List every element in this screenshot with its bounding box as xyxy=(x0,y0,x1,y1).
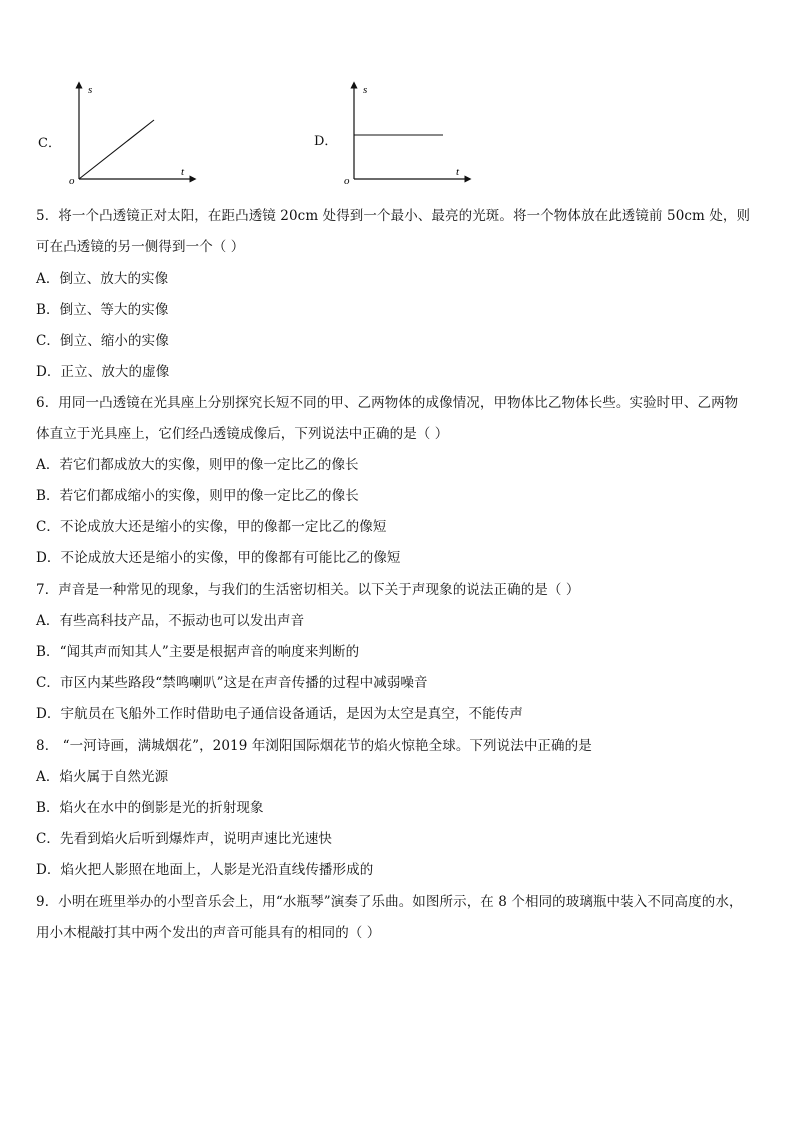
question-8-option-b: B．焰火在水中的倒影是光的折射现象 xyxy=(36,800,264,816)
question-5-option-b: B．倒立、等大的实像 xyxy=(36,302,169,318)
option-d-label: D． xyxy=(314,134,338,149)
question-8-stem: 8． “一河诗画，满城烟花”，2019 年浏阳国际烟花节的焰火惊艳全球。下列说法中正确的是 xyxy=(36,738,592,754)
graph-d-constant xyxy=(343,80,473,188)
graph-line xyxy=(79,120,154,179)
x-axis-label: t xyxy=(181,166,185,178)
question-8-option-d: D．焰火把人影照在地面上，人影是光沿直线传播形成的 xyxy=(36,862,374,878)
question-5-option-a: A．倒立、放大的实像 xyxy=(36,271,169,287)
question-5-option-d: D．正立、放大的虚像 xyxy=(36,364,170,380)
question-7-option-b: B．“闻其声而知其人”主要是根据声音的响度来判断的 xyxy=(36,644,360,660)
question-6-stem-line-2: 体直立于光具座上，它们经凸透镜成像后，下列说法中正确的是（ ） xyxy=(36,426,449,442)
graph-c-linear xyxy=(68,80,198,188)
y-axis-label: s xyxy=(363,84,368,96)
option-c-label: C． xyxy=(38,136,61,151)
y-axis-label: s xyxy=(88,84,93,96)
question-6-option-a: A．若它们都成放大的实像，则甲的像一定比乙的像长 xyxy=(36,457,359,473)
question-7-stem: 7．声音是一种常见的现象，与我们的生活密切相关。以下关于声现象的说法正确的是（ ） xyxy=(36,582,580,598)
question-5-option-c: C．倒立、缩小的实像 xyxy=(36,333,169,349)
question-8-option-c: C．先看到焰火后听到爆炸声，说明声速比光速快 xyxy=(36,831,333,847)
question-6-option-d: D．不论成放大还是缩小的实像，甲的像都有可能比乙的像短 xyxy=(36,550,401,566)
question-9-stem-line-1: 9．小明在班里举办的小型音乐会上，用“水瓶琴”演奏了乐曲。如图所示，在 8 个相同的玻璃瓶中装入不同高度的水， xyxy=(36,894,743,910)
question-9-stem-line-2: 用小木棍敲打其中两个发出的声音可能具有的相同的（ ） xyxy=(36,925,381,941)
question-5-stem-line-2: 可在凸透镜的另一侧得到一个（ ） xyxy=(36,239,245,255)
x-axis-label: t xyxy=(456,166,460,178)
question-7-option-c: C．市区内某些路段“禁鸣喇叭”这是在声音传播的过程中减弱噪音 xyxy=(36,675,428,691)
question-6-option-b: B．若它们都成缩小的实像，则甲的像一定比乙的像长 xyxy=(36,488,359,504)
question-5-stem-line-1: 5．将一个凸透镜正对太阳，在距凸透镜 20cm 处得到一个最小、最亮的光斑。将一个物体放在此透镜前 50cm 处，则 xyxy=(36,208,751,224)
question-7-option-a: A．有些高科技产品，不振动也可以发出声音 xyxy=(36,613,305,629)
question-8-option-a: A．焰火属于自然光源 xyxy=(36,769,169,785)
origin-label: o xyxy=(344,175,350,187)
question-6-stem-line-1: 6．用同一凸透镜在光具座上分别探究长短不同的甲、乙两物体的成像情况，甲物体比乙物体长些。实验时甲、乙两物 xyxy=(36,395,739,411)
question-7-option-d: D．宇航员在飞船外工作时借助电子通信设备通话，是因为太空是真空，不能传声 xyxy=(36,706,523,722)
question-6-option-c: C．不论成放大还是缩小的实像，甲的像都一定比乙的像短 xyxy=(36,519,387,535)
origin-label: o xyxy=(69,175,75,187)
